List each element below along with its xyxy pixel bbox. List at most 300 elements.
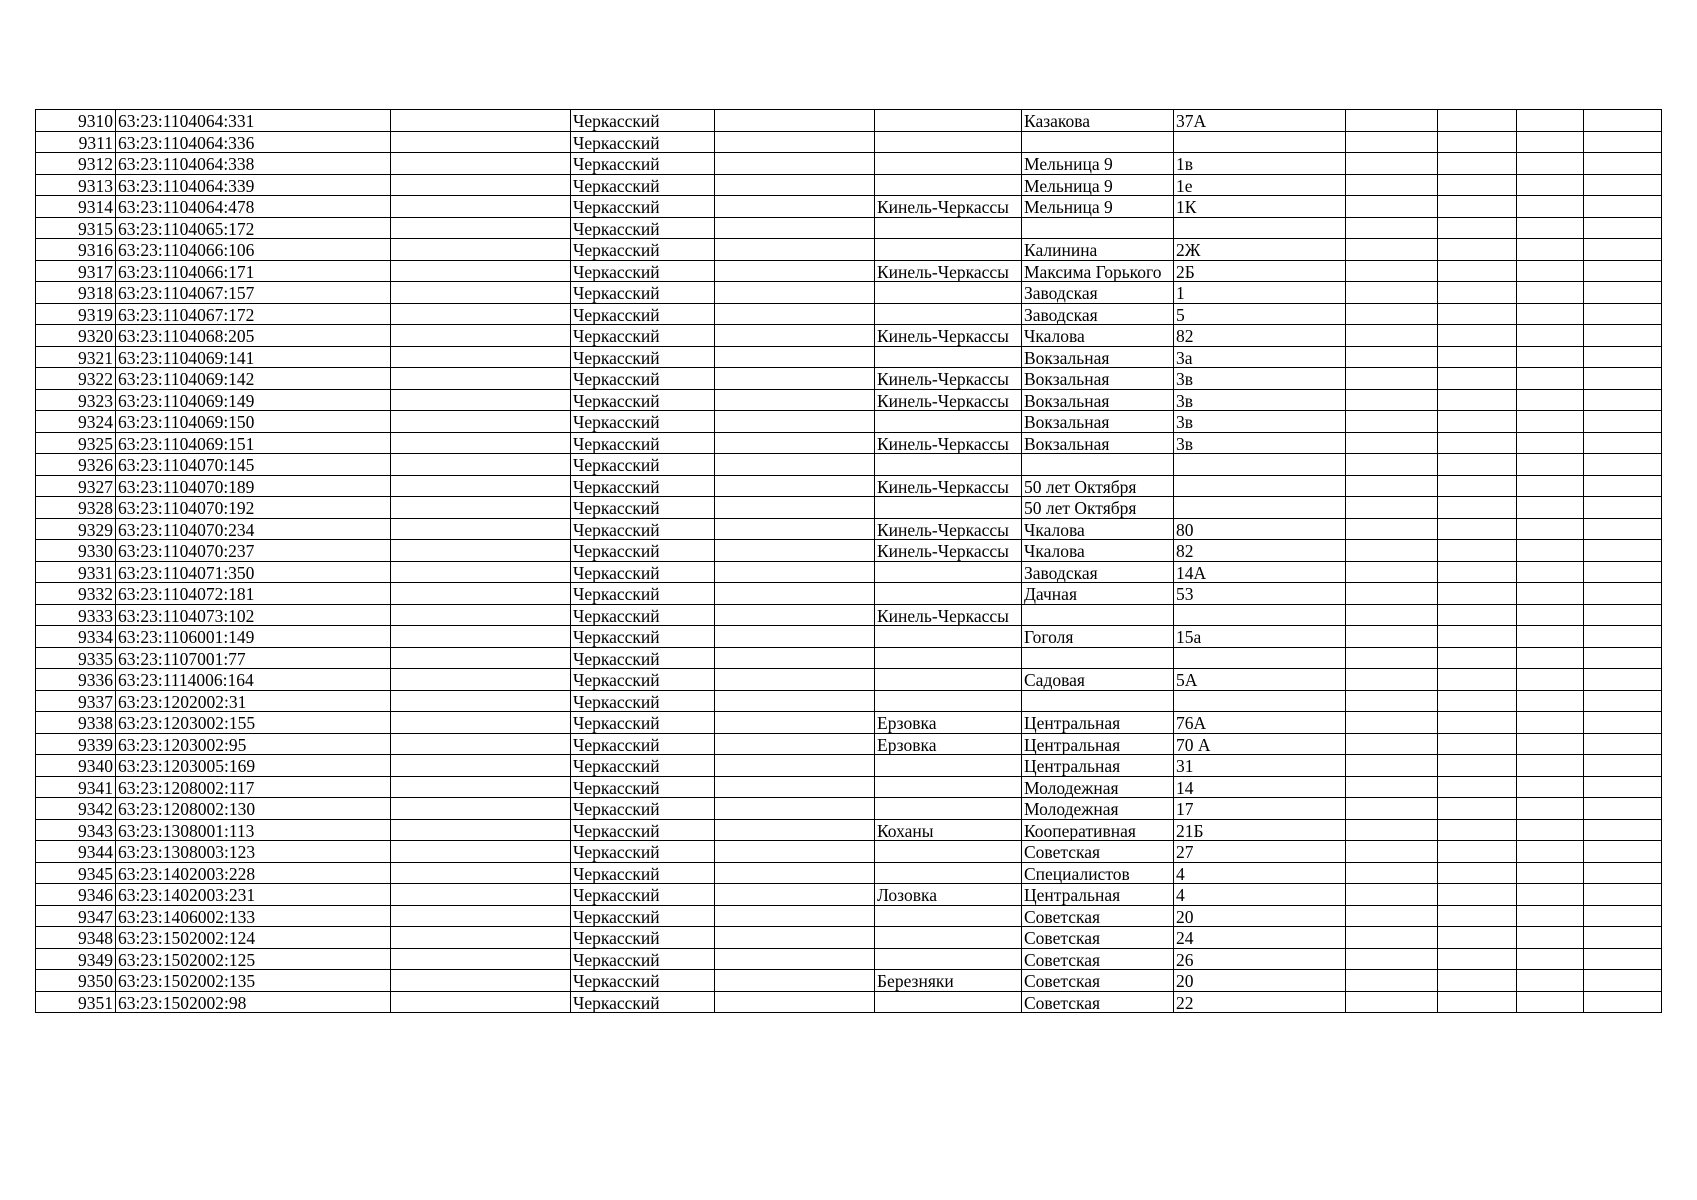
empty-cell [715,540,875,562]
table-row [36,948,1662,970]
house-number-cell: 1в [1174,153,1346,175]
empty-cell [1346,432,1438,454]
empty-cell [1517,131,1584,153]
empty-cell [715,604,875,626]
empty-cell [1584,260,1662,282]
table-row [36,196,1662,218]
empty-cell [715,712,875,734]
house-number-cell: 2Б [1174,260,1346,282]
empty-cell [1346,948,1438,970]
empty-cell [1438,196,1517,218]
empty-cell [1438,110,1517,132]
empty-cell [715,927,875,949]
empty-cell [391,819,571,841]
house-number-cell [1174,604,1346,626]
district-cell: Черкасский [571,798,715,820]
empty-cell [1438,604,1517,626]
row-number-cell: 9321 [36,346,116,368]
empty-cell [1438,346,1517,368]
empty-cell [1517,346,1584,368]
locality-cell [875,561,1022,583]
district-cell: Черкасский [571,927,715,949]
row-number-cell: 9318 [36,282,116,304]
empty-cell [1517,540,1584,562]
empty-cell [391,153,571,175]
row-number-cell: 9342 [36,798,116,820]
table-row [36,282,1662,304]
locality-cell [875,346,1022,368]
house-number-cell: 17 [1174,798,1346,820]
street-cell: Центральная [1022,755,1174,777]
cadastral-number-cell: 63:23:1104067:157 [116,282,391,304]
table-row [36,733,1662,755]
locality-cell [875,153,1022,175]
row-number-cell: 9339 [36,733,116,755]
empty-cell [715,239,875,261]
empty-cell [1346,819,1438,841]
district-cell: Черкасский [571,862,715,884]
locality-cell [875,991,1022,1013]
empty-cell [715,432,875,454]
house-number-cell: 4 [1174,862,1346,884]
street-cell: Чкалова [1022,325,1174,347]
row-number-cell: 9332 [36,583,116,605]
row-number-cell: 9329 [36,518,116,540]
empty-cell [1517,368,1584,390]
house-number-cell: 3в [1174,389,1346,411]
empty-cell [391,604,571,626]
street-cell: Кооперативная [1022,819,1174,841]
cadastral-number-cell: 63:23:1502002:135 [116,970,391,992]
empty-cell [1517,626,1584,648]
house-number-cell: 80 [1174,518,1346,540]
street-cell: Заводская [1022,561,1174,583]
empty-cell [1517,712,1584,734]
house-number-cell [1174,475,1346,497]
cadastral-number-cell: 63:23:1104070:234 [116,518,391,540]
street-cell: Мельница 9 [1022,174,1174,196]
empty-cell [715,669,875,691]
locality-cell [875,282,1022,304]
empty-cell [391,927,571,949]
district-cell: Черкасский [571,884,715,906]
empty-cell [391,712,571,734]
house-number-cell: 1е [1174,174,1346,196]
empty-cell [1517,927,1584,949]
street-cell: Советская [1022,905,1174,927]
empty-cell [1584,217,1662,239]
district-cell: Черкасский [571,604,715,626]
locality-cell: Кинель-Черкассы [875,389,1022,411]
row-number-cell: 9351 [36,991,116,1013]
empty-cell [391,346,571,368]
cadastral-number-cell: 63:23:1208002:117 [116,776,391,798]
table-row [36,991,1662,1013]
street-cell: Советская [1022,841,1174,863]
locality-cell: Ерзовка [875,712,1022,734]
empty-cell [1346,583,1438,605]
empty-cell [1346,454,1438,476]
empty-cell [391,260,571,282]
empty-cell [1584,432,1662,454]
cadastral-number-cell: 63:23:1203005:169 [116,755,391,777]
street-cell: Заводская [1022,282,1174,304]
empty-cell [1584,604,1662,626]
cadastral-number-cell: 63:23:1104070:192 [116,497,391,519]
empty-cell [1517,690,1584,712]
district-cell: Черкасский [571,260,715,282]
empty-cell [1517,561,1584,583]
empty-cell [391,303,571,325]
empty-cell [715,626,875,648]
locality-cell [875,626,1022,648]
empty-cell [715,862,875,884]
locality-cell [875,303,1022,325]
row-number-cell: 9316 [36,239,116,261]
empty-cell [1584,626,1662,648]
district-cell: Черкасский [571,282,715,304]
cadastral-number-cell: 63:23:1402003:228 [116,862,391,884]
empty-cell [1438,174,1517,196]
cadastral-number-cell: 63:23:1202002:31 [116,690,391,712]
house-number-cell: 20 [1174,970,1346,992]
table-row [36,325,1662,347]
empty-cell [391,561,571,583]
empty-cell [1346,153,1438,175]
empty-cell [391,841,571,863]
empty-cell [391,583,571,605]
row-number-cell: 9335 [36,647,116,669]
table-row [36,712,1662,734]
table-row [36,110,1662,132]
table-row [36,776,1662,798]
empty-cell [1517,174,1584,196]
empty-cell [1438,325,1517,347]
district-cell: Черкасский [571,239,715,261]
cadastral-number-cell: 63:23:1104069:142 [116,368,391,390]
empty-cell [391,282,571,304]
row-number-cell: 9344 [36,841,116,863]
locality-cell: Ерзовка [875,733,1022,755]
table-row [36,927,1662,949]
empty-cell [1346,647,1438,669]
row-number-cell: 9336 [36,669,116,691]
empty-cell [1584,927,1662,949]
row-number-cell: 9346 [36,884,116,906]
empty-cell [1584,755,1662,777]
empty-cell [1517,669,1584,691]
empty-cell [1517,970,1584,992]
empty-cell [1346,561,1438,583]
empty-cell [1438,475,1517,497]
empty-cell [1517,647,1584,669]
table-row [36,604,1662,626]
empty-cell [1517,905,1584,927]
empty-cell [1438,131,1517,153]
row-number-cell: 9328 [36,497,116,519]
empty-cell [1346,196,1438,218]
district-cell: Черкасский [571,131,715,153]
property-register-table [35,109,1662,1013]
empty-cell [1517,282,1584,304]
house-number-cell: 3в [1174,432,1346,454]
row-number-cell: 9343 [36,819,116,841]
empty-cell [1438,712,1517,734]
empty-cell [1584,690,1662,712]
cadastral-number-cell: 63:23:1308001:113 [116,819,391,841]
empty-cell [715,174,875,196]
cadastral-number-cell: 63:23:1104071:350 [116,561,391,583]
table-row [36,303,1662,325]
empty-cell [1438,669,1517,691]
locality-cell: Коханы [875,819,1022,841]
empty-cell [1584,712,1662,734]
cadastral-number-cell: 63:23:1406002:133 [116,905,391,927]
empty-cell [1517,798,1584,820]
empty-cell [1346,604,1438,626]
cadastral-number-cell: 63:23:1104069:149 [116,389,391,411]
empty-cell [1584,540,1662,562]
locality-cell: Кинель-Черкассы [875,368,1022,390]
district-cell: Черкасский [571,174,715,196]
row-number-cell: 9323 [36,389,116,411]
empty-cell [1346,669,1438,691]
house-number-cell: 5А [1174,669,1346,691]
empty-cell [1584,819,1662,841]
locality-cell [875,862,1022,884]
row-number-cell: 9317 [36,260,116,282]
table-row [36,647,1662,669]
house-number-cell: 14А [1174,561,1346,583]
locality-cell [875,948,1022,970]
empty-cell [1517,497,1584,519]
empty-cell [1346,991,1438,1013]
empty-cell [715,518,875,540]
empty-cell [1438,454,1517,476]
empty-cell [1438,153,1517,175]
empty-cell [1517,217,1584,239]
empty-cell [391,970,571,992]
row-number-cell: 9310 [36,110,116,132]
street-cell: Вокзальная [1022,346,1174,368]
district-cell: Черкасский [571,905,715,927]
locality-cell: Лозовка [875,884,1022,906]
cadastral-number-cell: 63:23:1104067:172 [116,303,391,325]
empty-cell [1438,927,1517,949]
table-row [36,626,1662,648]
locality-cell: Кинель-Черкассы [875,518,1022,540]
empty-cell [1438,626,1517,648]
empty-cell [1517,948,1584,970]
empty-cell [1438,389,1517,411]
street-cell: Советская [1022,991,1174,1013]
empty-cell [1346,346,1438,368]
street-cell: Заводская [1022,303,1174,325]
table-row [36,454,1662,476]
empty-cell [1517,583,1584,605]
empty-cell [715,196,875,218]
empty-cell [391,540,571,562]
locality-cell [875,927,1022,949]
street-cell: 50 лет Октября [1022,475,1174,497]
street-cell: Специалистов [1022,862,1174,884]
locality-cell: Кинель-Черкассы [875,432,1022,454]
cadastral-number-cell: 63:23:1502002:124 [116,927,391,949]
street-cell: Молодежная [1022,776,1174,798]
empty-cell [391,755,571,777]
empty-cell [1584,411,1662,433]
empty-cell [1584,110,1662,132]
house-number-cell [1174,647,1346,669]
locality-cell [875,217,1022,239]
row-number-cell: 9341 [36,776,116,798]
empty-cell [715,389,875,411]
empty-cell [1438,948,1517,970]
district-cell: Черкасский [571,819,715,841]
house-number-cell: 31 [1174,755,1346,777]
empty-cell [1584,475,1662,497]
empty-cell [391,196,571,218]
house-number-cell: 70 А [1174,733,1346,755]
cadastral-number-cell: 63:23:1402003:231 [116,884,391,906]
locality-cell: Кинель-Черкассы [875,475,1022,497]
table-row [36,153,1662,175]
cadastral-number-cell: 63:23:1104072:181 [116,583,391,605]
empty-cell [1517,819,1584,841]
empty-cell [1346,497,1438,519]
empty-cell [1438,217,1517,239]
empty-cell [1517,776,1584,798]
empty-cell [1346,260,1438,282]
empty-cell [1438,841,1517,863]
empty-cell [1438,583,1517,605]
house-number-cell: 1К [1174,196,1346,218]
empty-cell [1438,368,1517,390]
empty-cell [1346,970,1438,992]
empty-cell [391,217,571,239]
empty-cell [715,110,875,132]
empty-cell [1584,669,1662,691]
empty-cell [1517,841,1584,863]
empty-cell [1517,733,1584,755]
empty-cell [1438,540,1517,562]
row-number-cell: 9345 [36,862,116,884]
cadastral-number-cell: 63:23:1104064:339 [116,174,391,196]
locality-cell: Кинель-Черкассы [875,260,1022,282]
cadastral-number-cell: 63:23:1107001:77 [116,647,391,669]
empty-cell [391,475,571,497]
locality-cell: Кинель-Черкассы [875,604,1022,626]
house-number-cell [1174,690,1346,712]
empty-cell [1438,497,1517,519]
cadastral-number-cell: 63:23:1208002:130 [116,798,391,820]
empty-cell [1346,131,1438,153]
table-row [36,346,1662,368]
empty-cell [1517,862,1584,884]
empty-cell [391,432,571,454]
empty-cell [1584,862,1662,884]
cadastral-number-cell: 63:23:1203002:155 [116,712,391,734]
empty-cell [1584,991,1662,1013]
locality-cell: Кинель-Черкассы [875,196,1022,218]
table-row [36,368,1662,390]
locality-cell: Кинель-Черкассы [875,325,1022,347]
locality-cell: Березняки [875,970,1022,992]
district-cell: Черкасский [571,970,715,992]
empty-cell [1438,518,1517,540]
street-cell [1022,604,1174,626]
cadastral-number-cell: 63:23:1104064:336 [116,131,391,153]
street-cell [1022,647,1174,669]
empty-cell [715,905,875,927]
empty-cell [1584,454,1662,476]
house-number-cell: 76А [1174,712,1346,734]
empty-cell [715,561,875,583]
empty-cell [715,475,875,497]
street-cell: Калинина [1022,239,1174,261]
district-cell: Черкасский [571,518,715,540]
empty-cell [715,260,875,282]
empty-cell [1438,970,1517,992]
table-row [36,755,1662,777]
locality-cell [875,690,1022,712]
empty-cell [1346,518,1438,540]
empty-cell [1438,647,1517,669]
cadastral-number-cell: 63:23:1308003:123 [116,841,391,863]
empty-cell [1584,647,1662,669]
empty-cell [1584,798,1662,820]
street-cell: Центральная [1022,733,1174,755]
empty-cell [1346,540,1438,562]
empty-cell [1517,432,1584,454]
empty-cell [391,239,571,261]
house-number-cell: 5 [1174,303,1346,325]
empty-cell [391,862,571,884]
empty-cell [715,303,875,325]
house-number-cell: 24 [1174,927,1346,949]
empty-cell [715,991,875,1013]
empty-cell [1517,239,1584,261]
empty-cell [391,626,571,648]
table-row [36,518,1662,540]
empty-cell [715,368,875,390]
street-cell: Советская [1022,948,1174,970]
district-cell: Черкасский [571,303,715,325]
district-cell: Черкасский [571,325,715,347]
empty-cell [715,733,875,755]
empty-cell [1438,991,1517,1013]
row-number-cell: 9324 [36,411,116,433]
empty-cell [1584,346,1662,368]
district-cell: Черкасский [571,497,715,519]
empty-cell [1346,798,1438,820]
district-cell: Черкасский [571,389,715,411]
empty-cell [1584,153,1662,175]
row-number-cell: 9350 [36,970,116,992]
district-cell: Черкасский [571,432,715,454]
district-cell: Черкасский [571,948,715,970]
table-row [36,131,1662,153]
district-cell: Черкасский [571,368,715,390]
street-cell: Центральная [1022,884,1174,906]
district-cell: Черкасский [571,712,715,734]
table-row [36,884,1662,906]
empty-cell [1346,905,1438,927]
empty-cell [1346,174,1438,196]
empty-cell [1438,411,1517,433]
empty-cell [1438,561,1517,583]
cadastral-number-cell: 63:23:1502002:125 [116,948,391,970]
